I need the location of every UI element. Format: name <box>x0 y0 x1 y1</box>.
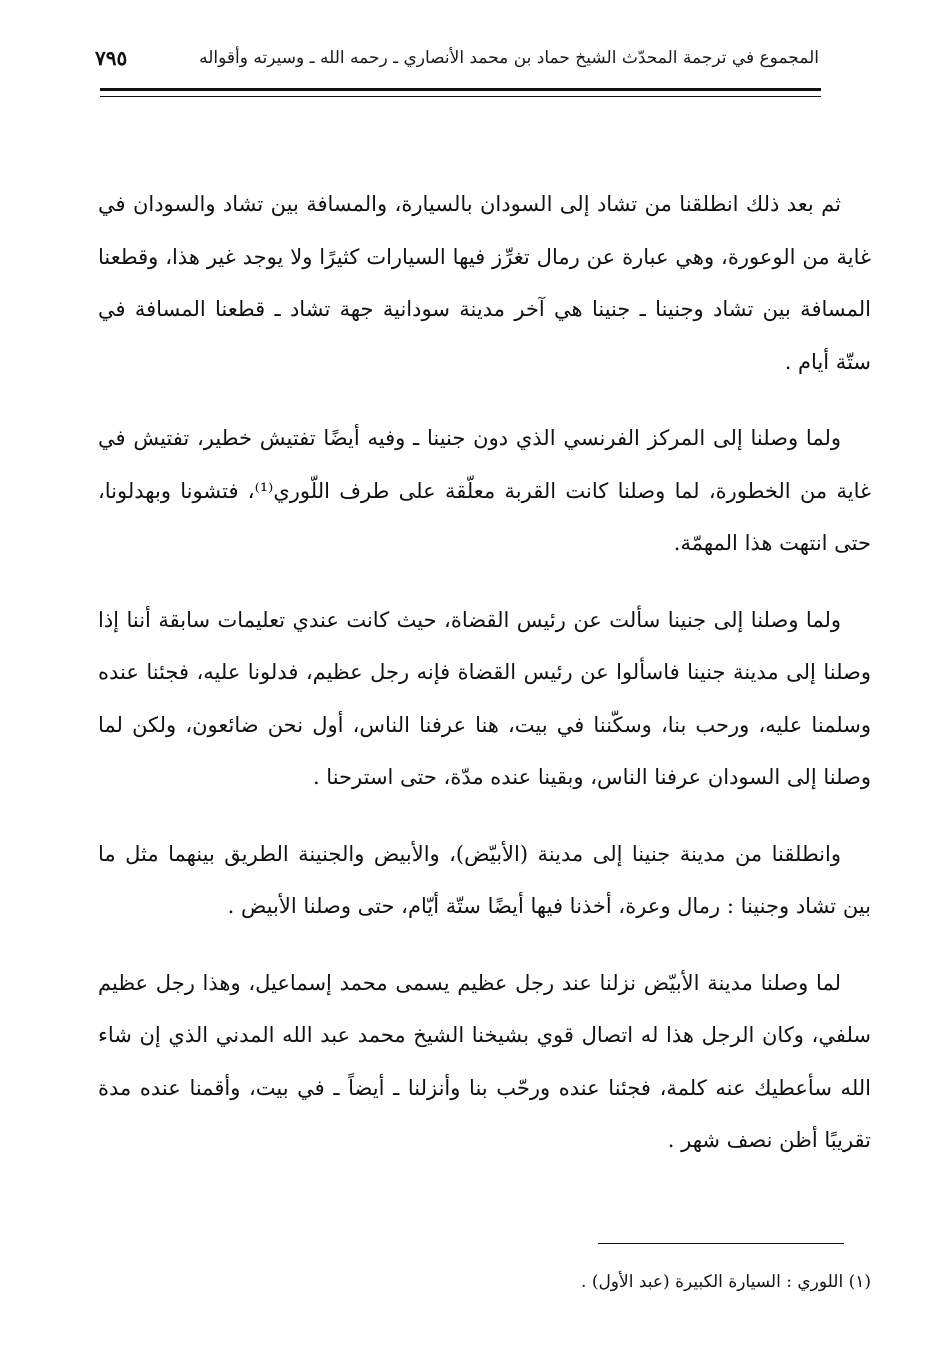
paragraph-2: ولما وصلنا إلى المركز الفرنسي الذي دون جنينا ـ وفيه أيضًا تفتيش خطير، تفتيش في غاية من الخطورة، لما وصلنا كانت القربة معلّقة على طرف اللّوري⁽¹⁾، فتشونا وبهدلونا، حتى انتهت هذا المهمّة. <box>98 426 871 555</box>
header-rule-thin <box>100 96 821 97</box>
paragraph-3: ولما وصلنا إلى جنينا سألت عن رئيس القضاة، حيث كانت عندي تعليمات سابقة أننا إذا وصلنا إلى مدينة جنينا فاسألوا عن رئيس القضاة فإنه رجل عظيم، فدلونا عليه، فجئنا عنده وسلمنا عليه، ورحب بنا، وسكّننا في بيت، هنا عرفنا الناس، أول نحن ضائعون، ولكن لما وصلنا إلى السودان عرفنا الناس، وبقينا عنده مدّة، حتى استرحنا . <box>98 607 871 789</box>
footnote-separator <box>598 1243 844 1244</box>
paragraph-5: لما وصلنا مدينة الأبيّض نزلنا عند رجل عظيم يسمى محمد إسماعيل، وهذا رجل عظيم سلفي، وكان الرجل هذا له اتصال قوي بشيخنا الشيخ محمد عبد الله المدني الذي إن شاء الله سأعطيك عنه كلمة، فجئنا عنده ورحّب بنا وأنزلنا ـ أيضاً ـ في بيت، وأقمنا عنده مدة تقريبًا أظن نصف شهر . <box>98 970 871 1152</box>
paragraph-4: وانطلقنا من مدينة جنينا إلى مدينة (الأبيّض)، والأبيض والجنينة الطريق بينهما مثل ما بين تشاد وجنينا : رمال وعرة، أخذنا فيها أيضًا ستّة أيّام، حتى وصلنا الأبيض . <box>98 841 871 918</box>
body-text <box>98 178 871 1191</box>
running-header <box>95 38 819 78</box>
paragraph-1: ثم بعد ذلك انطلقنا من تشاد إلى السودان بالسيارة، والمسافة بين تشاد والسودان في غاية من الوعورة، وهي عبارة عن رمال تغرِّز فيها السيارات كثيرًا ولا يوجد غير هذا، وقطعنا المسافة بين تشاد وجنينا ـ جنينا هي آخر مدينة سودانية جهة تشاد ـ قطعنا المسافة في ستّة أيام . <box>98 192 871 374</box>
header-rule-thick <box>100 88 821 91</box>
running-header-title: المجموع في ترجمة المحدّث الشيخ حماد بن محمد الأنصاري ـ رحمه الله ـ وسيرته وأقواله <box>199 48 819 68</box>
footnote: (١) اللوري : السيارة الكبيرة (عبد الأول) . <box>581 1272 871 1292</box>
page-number: ٧٩٥ <box>95 46 128 70</box>
